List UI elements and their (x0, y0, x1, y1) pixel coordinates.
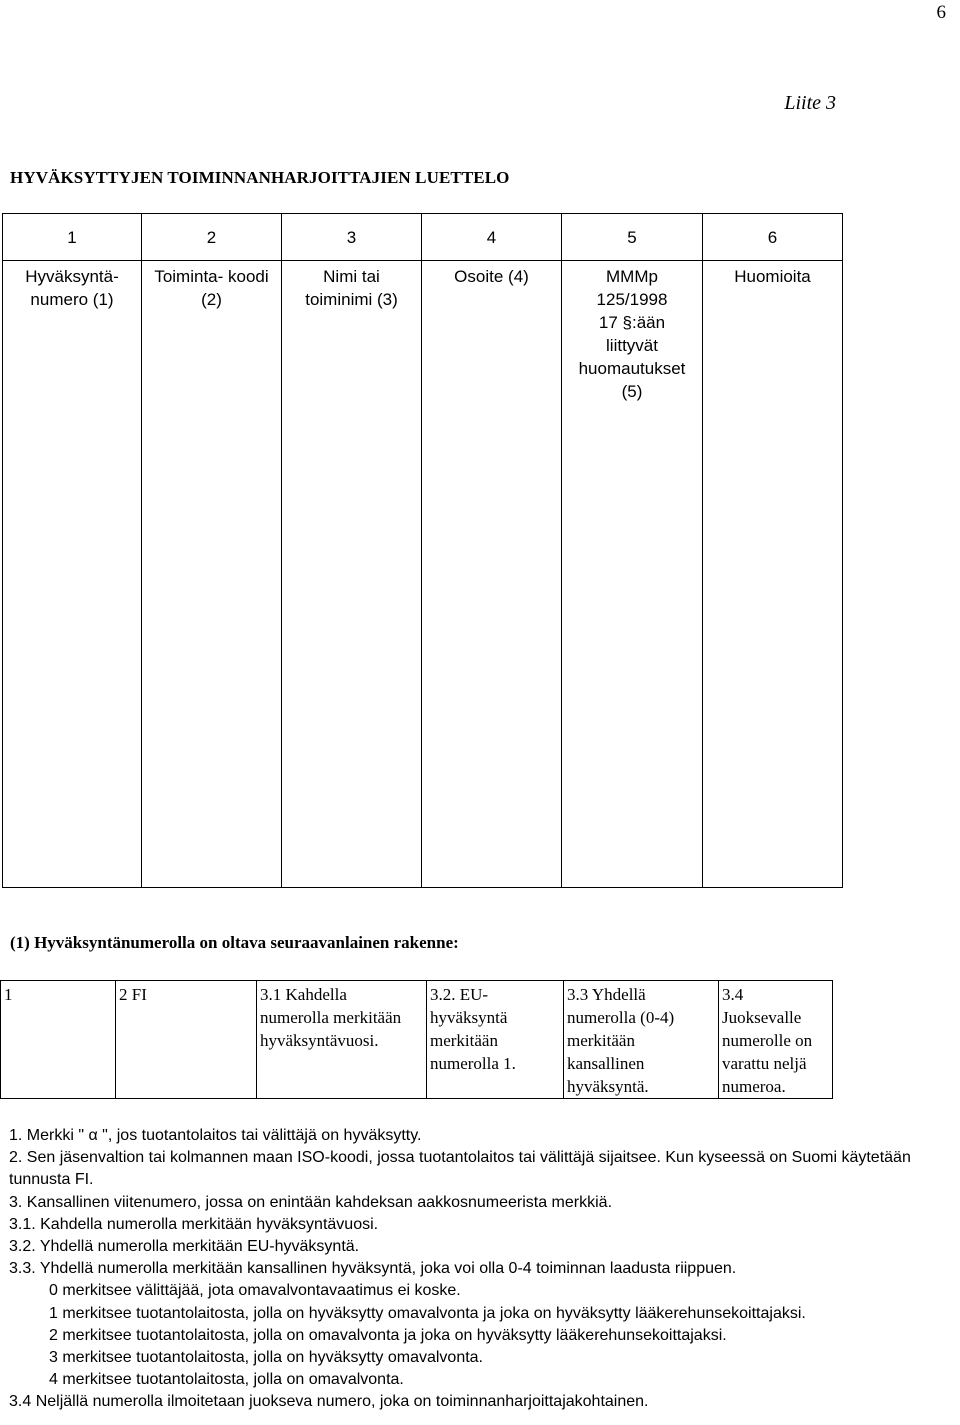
structure-line: 3.4 (722, 985, 744, 1004)
structure-line: hyväksyntä. (567, 1077, 649, 1096)
footnote: 3. Kansallinen viitenumero, jossa on enintään kahdeksan aakkosnumeerista merkkiä. (9, 1193, 613, 1211)
header-line: Osoite (4) (454, 267, 529, 286)
header-activity-code (142, 261, 282, 404)
structure-line: numerolla (0-4) (567, 1008, 675, 1027)
footnotes (9, 1125, 949, 1414)
structure-line: hyväksyntä (430, 1008, 508, 1027)
structure-part-3-3 (564, 981, 719, 1099)
header-line: Nimi tai (323, 267, 380, 286)
structure-line: Juoksevalle (722, 1008, 802, 1027)
page-number: 6 (936, 2, 946, 23)
header-line: (2) (201, 290, 222, 309)
empty-cell (3, 403, 142, 888)
header-line: MMMp (606, 267, 658, 286)
structure-line: numeroa. (722, 1077, 786, 1096)
structure-line: kansallinen (567, 1054, 645, 1073)
footnote-sub-item: 1 merkitsee tuotantolaitosta, jolla on hyväksytty omavalvonta ja joka on hyväksytty lääkerehunsekoittajaksi. (49, 1304, 806, 1322)
footnote: 2. Sen jäsenvaltion tai kolmannen maan ISO-koodi, jossa tuotantolaitos tai välittäjä sijaitsee. Kun kyseessä on Suomi käytetään tunnusta FI. (9, 1149, 911, 1189)
structure-title: (1) Hyväksyntänumerolla on oltava seuraavanlainen rakenne: (10, 933, 459, 952)
footnote: 3.3. Yhdellä numerolla merkitään kansallinen hyväksyntä, joka voi olla 0-4 toiminnan laadusta riippuen. (9, 1260, 737, 1278)
header-line: Huomioita (734, 267, 811, 286)
footnote: 3.4 Neljällä numerolla ilmoitetaan juokseva numero, joka on toiminnanharjoittajakohtainen. (9, 1393, 649, 1411)
column-number: 2 (142, 214, 282, 261)
structure-line: numerolle on (722, 1031, 813, 1050)
structure-part-3-4 (719, 981, 833, 1099)
structure-line: merkitään (567, 1031, 635, 1050)
header-line: 125/1998 (596, 290, 668, 309)
empty-cell (422, 403, 562, 888)
structure-line: numerolla 1. (430, 1054, 516, 1073)
column-number: 6 (703, 214, 843, 261)
structure-part-1: 1 (1, 981, 116, 1099)
column-number-row (3, 214, 843, 261)
header-notes (703, 261, 843, 404)
document-heading: HYVÄKSYTTYJEN TOIMINNANHARJOITTAJIEN LUETTELO (10, 168, 510, 187)
header-line: huomautukset (578, 359, 686, 378)
column-number: 3 (282, 214, 422, 261)
header-address (422, 261, 562, 404)
annex-label: Liite 3 (784, 92, 836, 114)
approval-number-structure-table (0, 980, 833, 1099)
header-name (282, 261, 422, 404)
structure-line: numerolla merkitään (260, 1008, 402, 1027)
footnote: 1. Merkki " α ", jos tuotantolaitos tai välittäjä on hyväksytty. (9, 1127, 422, 1144)
structure-part-2: 2 FI (116, 981, 257, 1099)
register-table (2, 213, 843, 888)
header-line: toiminimi (3) (305, 290, 398, 309)
footnote: 3.1. Kahdella numerolla merkitään hyväksyntävuosi. (9, 1215, 379, 1233)
structure-line: varattu neljä (722, 1054, 807, 1073)
structure-line: 3.3 Yhdellä (567, 985, 646, 1004)
header-line: Hyväksyntä- (25, 267, 119, 286)
footnote-sub-item: 0 merkitsee välittäjää, jota omavalvontavaatimus ei koske. (49, 1282, 461, 1300)
structure-line: merkitään (430, 1031, 498, 1050)
header-line: (5) (621, 382, 643, 401)
header-line: liittyvät (606, 336, 658, 355)
structure-part-3-2 (427, 981, 564, 1099)
footnote-sub-item: 4 merkitsee tuotantolaitosta, jolla on omavalvonta. (49, 1371, 404, 1389)
footnote-sub-item: 2 merkitsee tuotantolaitosta, jolla on omavalvonta ja joka on hyväksytty lääkerehunsekoittajaksi. (49, 1326, 727, 1344)
column-number: 1 (3, 214, 142, 261)
structure-line: 3.2. EU- (430, 985, 489, 1004)
empty-cell (562, 403, 703, 888)
header-approval-number (3, 261, 142, 404)
structure-row (1, 981, 833, 1099)
empty-cell (703, 403, 843, 888)
column-header-row (3, 261, 843, 404)
empty-cell (282, 403, 422, 888)
column-number: 5 (562, 214, 703, 261)
structure-line: hyväksyntävuosi. (260, 1031, 379, 1050)
header-remarks-decree (562, 261, 703, 404)
header-line: numero (1) (30, 290, 114, 309)
footnote: 3.2. Yhdellä numerolla merkitään EU-hyväksyntä. (9, 1238, 360, 1256)
empty-cell (142, 403, 282, 888)
empty-body-row (3, 403, 843, 888)
column-number: 4 (422, 214, 562, 261)
structure-part-3-1 (257, 981, 427, 1099)
footnote-sub-item: 3 merkitsee tuotantolaitosta, jolla on hyväksytty omavalvonta. (49, 1349, 483, 1367)
header-line: Toiminta- koodi (154, 267, 269, 286)
header-line: 17 §:ään (598, 313, 666, 332)
structure-line: 3.1 Kahdella (260, 985, 347, 1004)
